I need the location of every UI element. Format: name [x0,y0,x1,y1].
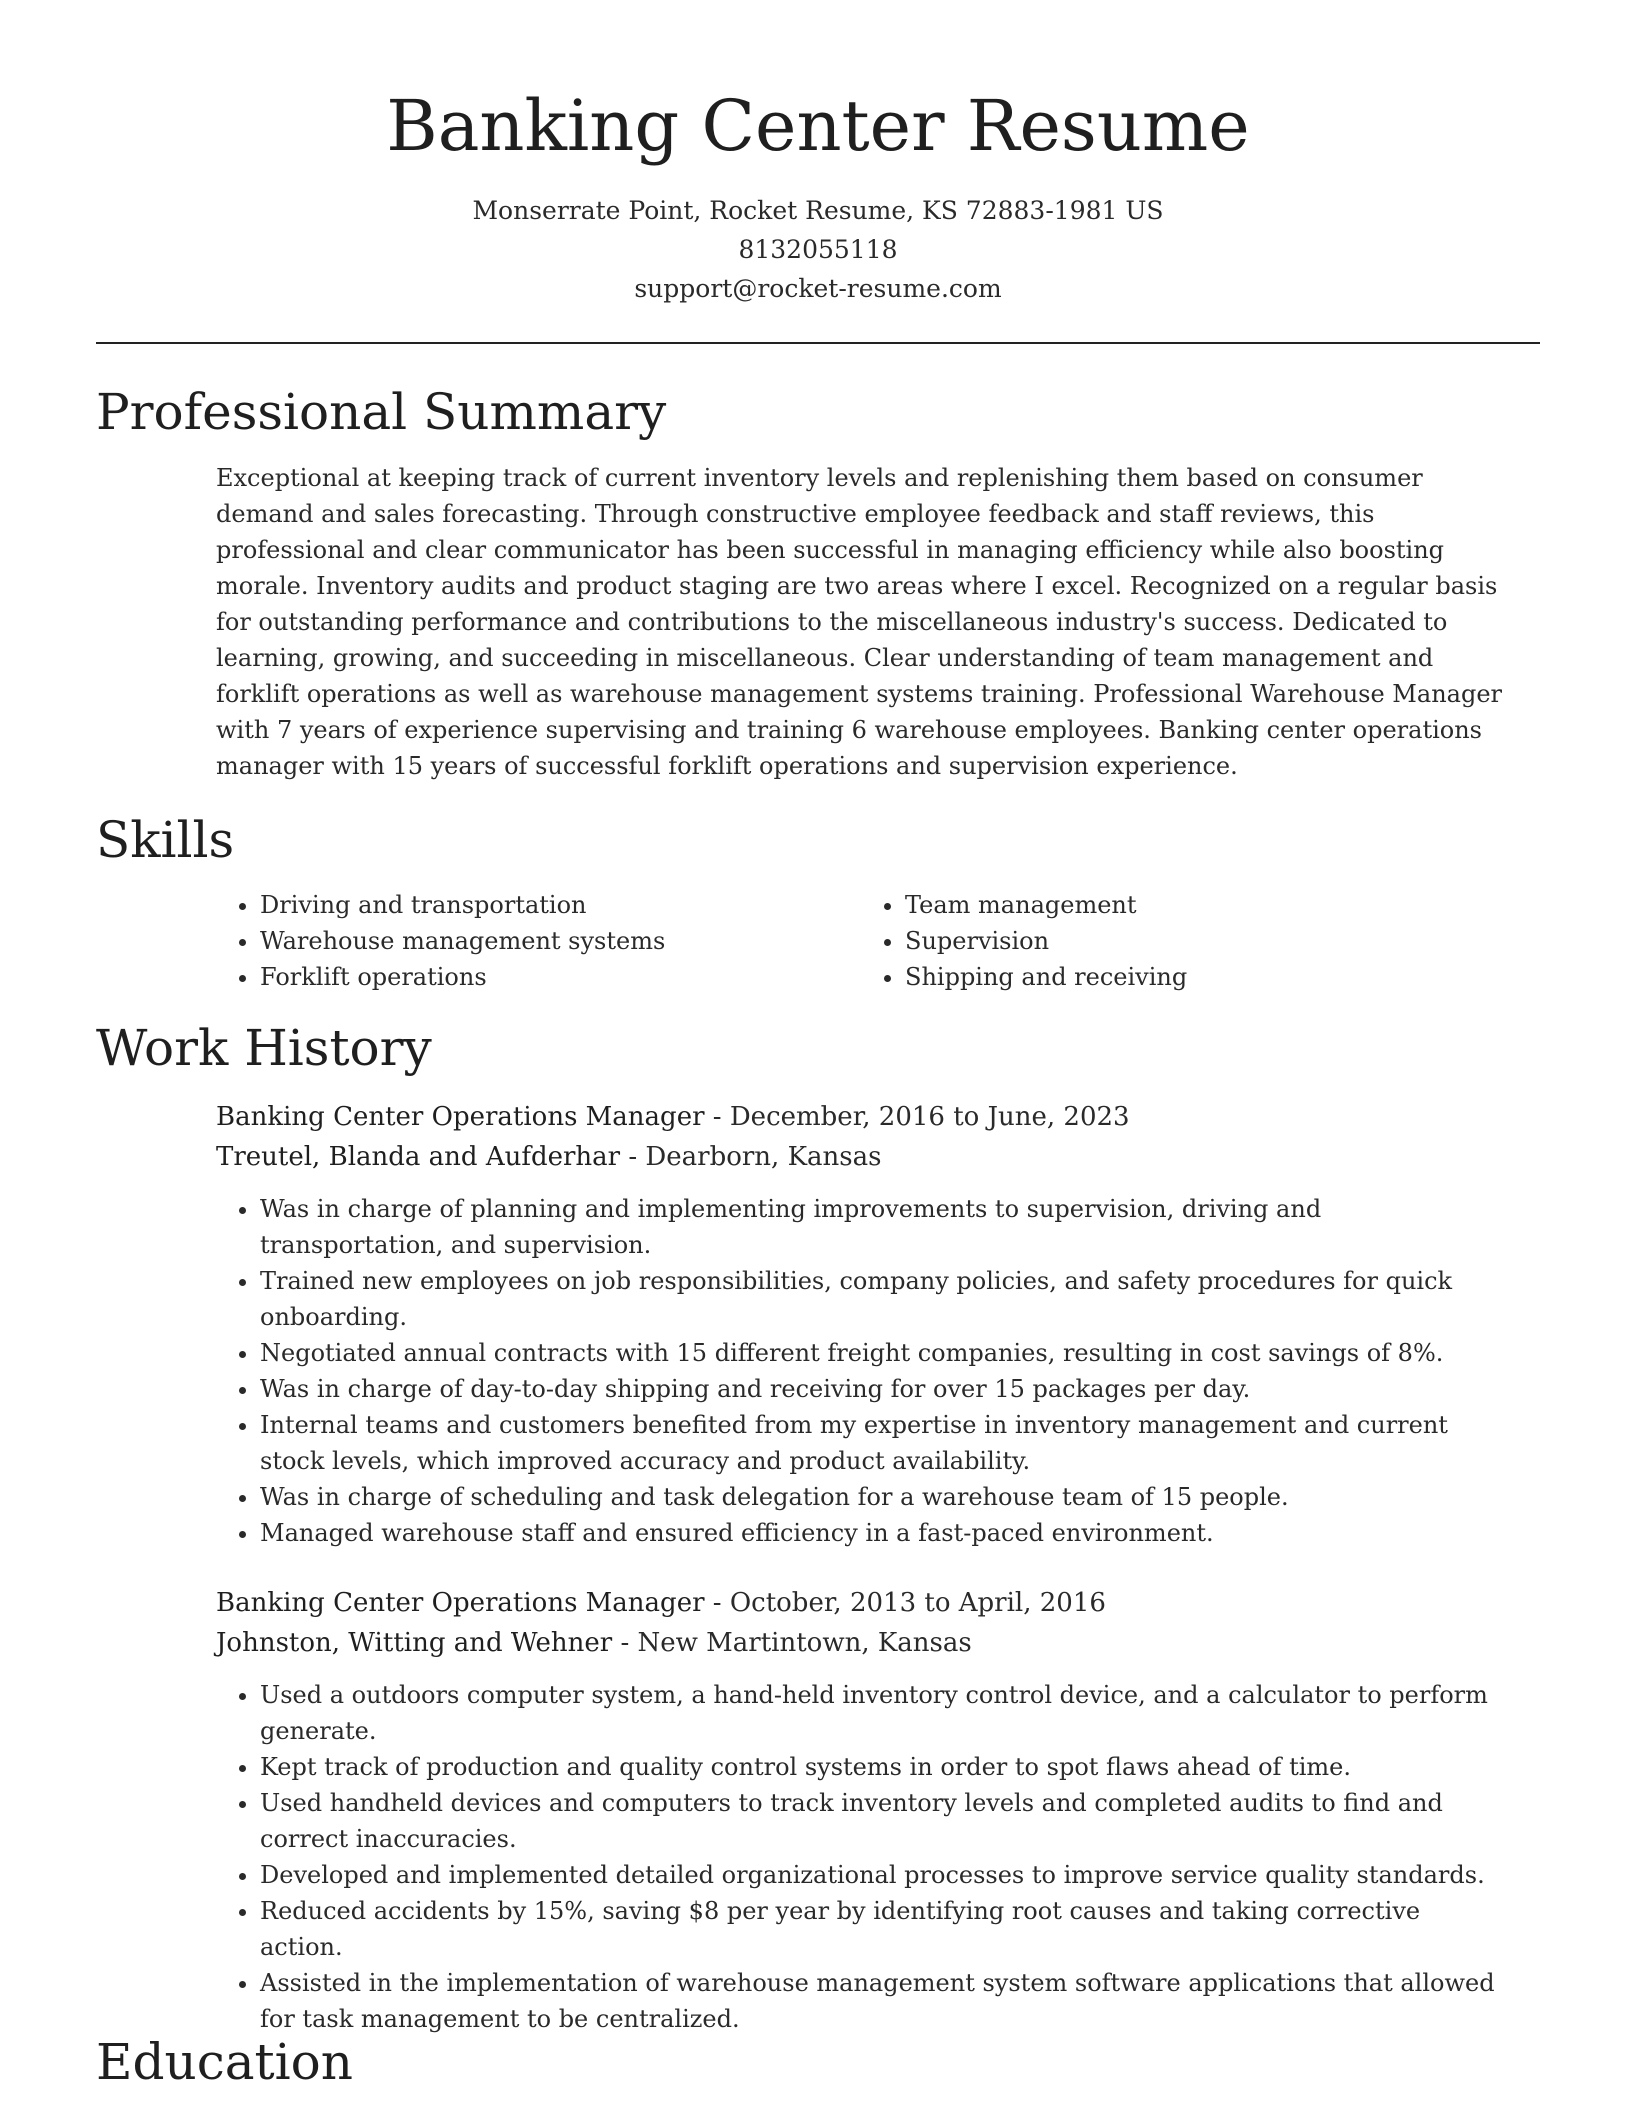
skill-item: • Supervision [905,923,1506,959]
skills-column-left [216,887,861,995]
job-bullet: • Used handheld devices and computers to track inventory levels and completed audits to find and correct inaccuracies. [260,1785,1506,1857]
job-title-line [216,1583,1506,1623]
job-company: Treutel, Blanda and Aufderhar [216,1142,621,1172]
contact-email: support@rocket-resume.com [634,274,1002,303]
job-role: Banking Center Operations Manager [216,1102,705,1132]
job-bullet: • Internal teams and customers benefited from my expertise in inventory management and current stock levels, which improved accuracy and product availability. [260,1407,1506,1479]
job-bullet: • Negotiated annual contracts with 15 different freight companies, resulting in cost savings of 8%. [260,1335,1506,1371]
job-bullet: • Assisted in the implementation of warehouse management system software applications that allowed for task management to be centralized. [260,1965,1506,2037]
skills-list [216,887,1506,995]
summary-text: Exceptional at keeping track of current inventory levels and replenishing them based on consumer demand and sales forecasting. Through constructive employee feedback and staff reviews, this professional and clear communicator has been successful in managing efficiency while also boosting morale. Inventory audits and product staging are two areas where I excel. Recognized on a regular basis for outstanding performance and contributions to the miscellaneous industry's success. Dedicated to learning, growing, and succeeding in miscellaneous. Clear understanding of team management and forklift operations as well as warehouse management systems training. Professional Warehouse Manager with 7 years of experience supervising and training 6 warehouse employees. Banking center operations manager with 15 years of successful forklift operations and supervision experience. [216,464,1502,780]
contact-phone: 8132055118 [738,235,898,264]
job-bullet: • Was in charge of day-to-day shipping and receiving for over 15 packages per day. [260,1371,1506,1407]
skill-item: • Forklift operations [260,959,861,995]
skills-column-right [861,887,1506,995]
contact-block [96,191,1540,308]
skill-item: • Warehouse management systems [260,923,861,959]
job-title-line [216,1097,1506,1137]
job-bullet: • Was in charge of scheduling and task delegation for a warehouse team of 15 people. [260,1479,1506,1515]
header-divider [96,342,1540,344]
contact-address: Monserrate Point, Rocket Resume, KS 72883-1981 US [472,196,1164,225]
job-bullet: • Managed warehouse staff and ensured efficiency in a fast-paced environment. [260,1515,1506,1551]
work-history-title: Work History [96,1019,432,1077]
job-dates: - October, 2013 to April, 2016 [704,1588,1106,1618]
job-bullet: • Reduced accidents by 15%, saving $8 per year by identifying root causes and taking corrective action. [260,1893,1506,1965]
job-company-line [216,1623,1506,1663]
job-bullet: • Kept track of production and quality control systems in order to spot flaws ahead of time. [260,1749,1506,1785]
job-dates: - December, 2016 to June, 2023 [704,1102,1130,1132]
skill-item: • Shipping and receiving [905,959,1506,995]
summary-title: Professional Summary [96,383,667,441]
job-location: - New Martintown, Kansas [612,1628,972,1658]
skills-title: Skills [96,811,235,869]
resume-name: Banking Center Resume [386,85,1250,167]
job-bullet: • Developed and implemented detailed organizational processes to improve service quality standards. [260,1857,1506,1893]
education-title: Education [96,2033,353,2091]
job-entry [216,1097,1506,1551]
job-bullet: • Used a outdoors computer system, a hand-held inventory control device, and a calculator to perform generate. [260,1677,1506,1749]
job-location: - Dearborn, Kansas [620,1142,882,1172]
job-bullet: • Trained new employees on job responsibilities, company policies, and safety procedures for quick onboarding. [260,1263,1506,1335]
job-role: Banking Center Operations Manager [216,1588,705,1618]
skill-item: • Team management [905,887,1506,923]
skill-item: • Driving and transportation [260,887,861,923]
job-company-line [216,1137,1506,1177]
job-bullet: • Was in charge of planning and implementing improvements to supervision, driving and transportation, and supervision. [260,1191,1506,1263]
job-entry [216,1583,1506,2037]
job-company: Johnston, Witting and Wehner [216,1628,613,1658]
job-bullets [216,1191,1506,1551]
job-bullets [216,1677,1506,2037]
